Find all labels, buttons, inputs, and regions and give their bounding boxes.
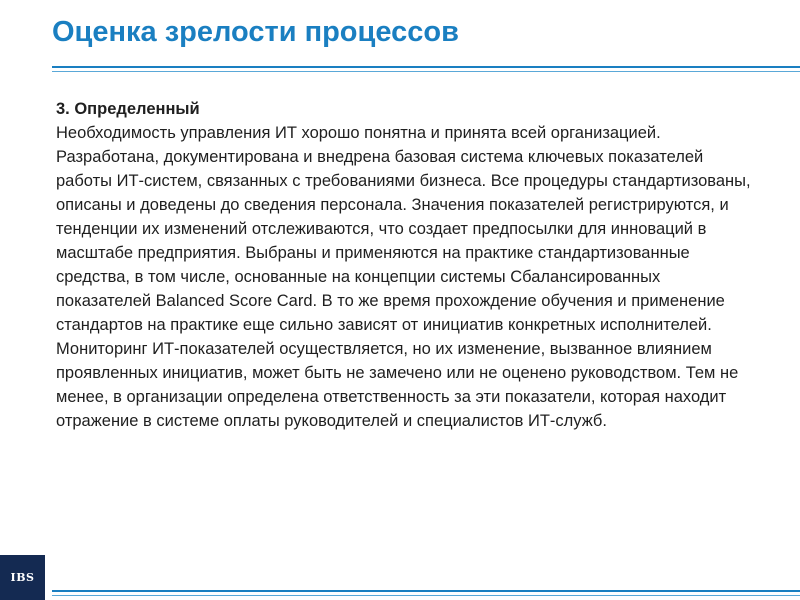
logo-text: IBS: [10, 571, 35, 584]
title-divider: [52, 66, 800, 68]
level-heading: 3. Определенный: [56, 100, 200, 118]
slide-content: [56, 97, 756, 433]
title-divider-thin: [52, 71, 800, 72]
footer-divider: [52, 590, 800, 592]
ibs-logo: [0, 555, 45, 600]
slide-title: Оценка зрелости процессов: [52, 16, 459, 48]
footer-divider-thin: [52, 595, 800, 596]
level-description: Необходимость управления ИТ хорошо понятна и принята всей организацией. Разработана, документирована и внедрена базовая система ключевых показателей работы ИТ-систем, связанных с требованиями бизнеса. Все процедуры стандартизованы, описаны и доведены до сведения персонала. Значения показателей регистрируются, и тенденции их изменений отслеживаются, что создает предпосылки для инноваций в масштабе предприятия. Выбраны и применяются на практике стандартизованные средства, в том числе, основанные на концепции системы Сбалансированных показателей Balanced Score Card. В то же время прохождение обучения и применение стандартов на практике еще сильно зависят от инициатив конкретных исполнителей. Мониторинг ИТ-показателей осуществляется, но их изменение, вызванное влиянием проявленных инициатив, может быть не замечено или не оценено руководством. Тем не менее, в организации определена ответственность за эти показатели, которая находит отражение в системе оплаты руководителей и специалистов ИТ-служб.: [56, 124, 751, 430]
